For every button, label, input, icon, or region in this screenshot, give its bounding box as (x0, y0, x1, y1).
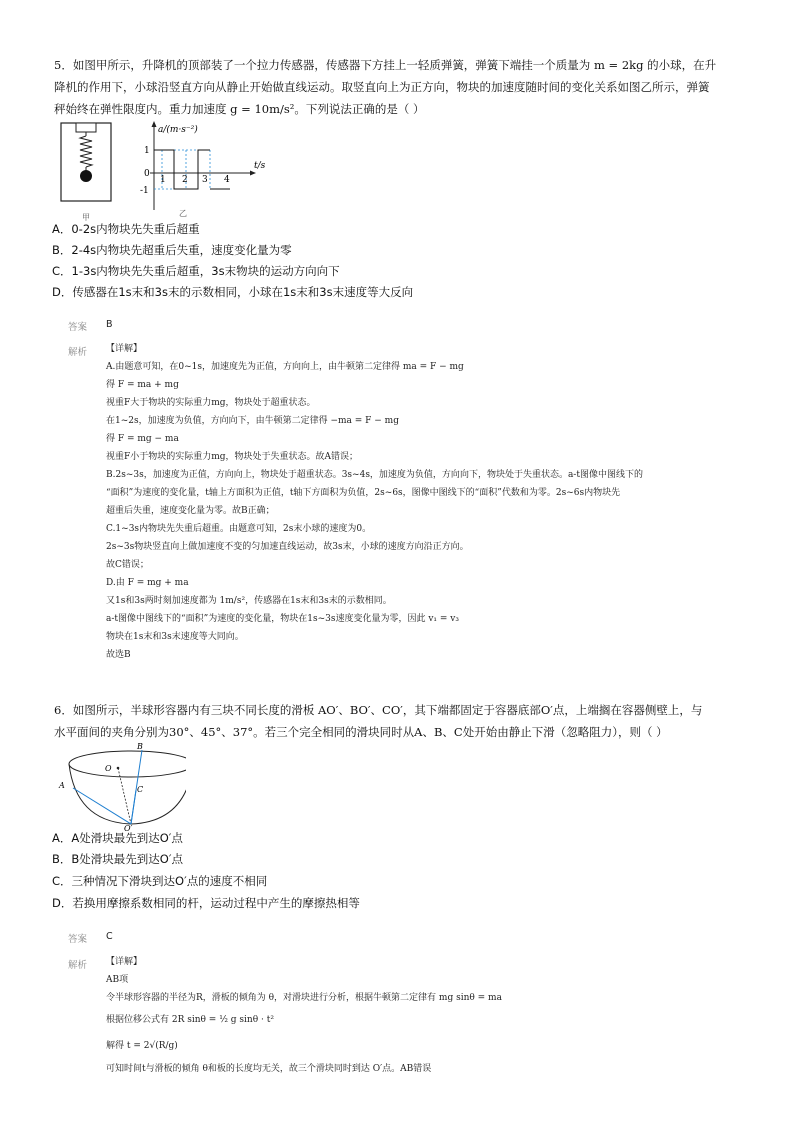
q6-option-c[interactable]: C．三种情况下滑块到达O′点的速度不相同 (52, 874, 268, 888)
q6-solution-line: 【详解】 (106, 957, 143, 967)
q6-answer-label: 答案 (68, 934, 88, 945)
q6-option-a[interactable]: A．A处滑块最先到达O′点 (52, 831, 183, 845)
q5-solution-line: 【详解】 (106, 344, 143, 354)
ball (80, 170, 92, 182)
point-o-label: O (105, 764, 112, 773)
a-axis-label: a/(m·s⁻²) (158, 125, 198, 135)
q5-solution-line: 又1s和3s两时刻加速度都为 1m/s²，传感器在1s末和3s末的示数相同。 (106, 596, 392, 606)
container-rim (69, 751, 186, 777)
tick-x-1: 1 (160, 175, 166, 185)
q6-solution-line: 令半球形容器的半径为R，滑板的倾角为 θ，对滑块进行分析，根据牛顿第二定律有 mg sinθ = ma (106, 993, 502, 1003)
q5-option-a[interactable]: A．0-2s内物块先失重后超重 (52, 222, 200, 236)
q5-figure-yi-graph (140, 118, 270, 216)
q6-stem-line-1: 6．如图所示，半球形容器内有三块不同长度的滑板 AO′、BO′、CO′，其下端都固定于容器底部O′点，上端搁在容器侧壁上，与 (54, 703, 703, 717)
q5-figure-jia-label: 甲 (82, 213, 90, 222)
q5-option-c[interactable]: C．1-3s内物块先失重后超重，3s末物块的运动方向向下 (52, 264, 340, 278)
board-co (131, 790, 136, 824)
q5-solution-line: D.由 F = mg + ma (106, 578, 189, 588)
q6-option-d[interactable]: D．若换用摩擦系数相同的杆，运动过程中产生的摩擦热相等 (52, 896, 360, 910)
q5-stem-line-3: 秤始终在弹性限度内。重力加速度 g = 10m/s²。下列说法正确的是（ ） (54, 102, 425, 116)
q6-solution-line: AB项 (106, 975, 129, 985)
q5-solution-line: 超重后失重，速度变化量为零。故B正确； (106, 506, 275, 516)
q5-stem-line-1: 5．如图甲所示，升降机的顶部装了一个拉力传感器，传感器下方挂上一轻质弹簧，弹簧下端挂一个质量为 m = 2kg 的小球，在升 (54, 58, 717, 72)
tick-y-0: 0 (144, 169, 150, 179)
t-axis-label: t/s (254, 161, 266, 171)
q5-solution-line: B.2s~3s，加速度为正值，方向向上，物块处于超重状态。3s~4s，加速度为负值，方向向下，物块处于失重状态。a-t图像中图线下的 (106, 470, 643, 480)
q5-solution-line: 视重F小于物块的实际重力mg，物块处于失重状态。故A错误； (106, 452, 359, 462)
center-o (117, 767, 120, 770)
q6-answer: C (106, 931, 113, 942)
q6-analysis-label: 解析 (68, 960, 88, 971)
q5-figure-jia (58, 120, 128, 218)
q5-stem-line-2: 降机的作用下，小球沿竖直方向从静止开始做直线运动。取竖直向上为正方向，物块的加速度随时间的变化关系如图乙所示，弹簧 (54, 80, 710, 94)
q5-answer-label: 答案 (68, 322, 88, 333)
q6-solution-line: 根据位移公式有 2R sinθ = ½ g sinθ · t² (106, 1015, 274, 1025)
q5-solution-line: 故C错误； (106, 560, 149, 570)
q5-solution-line: 得 F = mg − ma (106, 434, 179, 444)
q5-option-b[interactable]: B．2-4s内物块先超重后失重，速度变化量为零 (52, 243, 292, 257)
q5-solution-line: 得 F = ma + mg (106, 380, 179, 390)
q5-solution-line: 在1~2s，加速度为负值，方向向下，由牛顿第二定律得 −ma = F − mg (106, 416, 399, 426)
q5-solution-line: C.1~3s内物块先失重后超重。由题意可知，2s末小球的速度为0。 (106, 524, 372, 534)
tension-sensor (76, 123, 96, 132)
q5-solution-line: 视重F大于物块的实际重力mg，物块处于超重状态。 (106, 398, 316, 408)
q5-solution-line: 2s~3s物块竖直向上做加速度不变的匀加速直线运动，故3s末，小球的速度方向沿正方向。 (106, 542, 469, 552)
q5-solution-line: A.由题意可知，在0~1s，加速度先为正值，方向向上，由牛顿第二定律得 ma = F − mg (106, 362, 464, 372)
q5-solution-line: “面积”为速度的变化量，t轴上方面积为正值，t轴下方面积为负值，2s~6s，图像中图线下的“面积”代数和为零。2s~6s内物块先 (106, 488, 621, 498)
q5-solution-line: a-t图像中图线下的“面积”为速度的变化量，物块在1s~3s速度变化量为零，因此 v₁ = v₃ (106, 614, 459, 624)
point-o-prime-label: O′ (124, 824, 133, 832)
q5-option-d[interactable]: D．传感器在1s末和3s末的示数相同，小球在1s末和3s末速度等大反向 (52, 285, 414, 299)
q6-figure-hemisphere (56, 740, 186, 832)
tick-x-3: 3 (202, 175, 208, 185)
tick-x-2: 2 (182, 175, 188, 185)
tick-x-4: 4 (224, 175, 230, 185)
q5-answer: B (106, 319, 113, 330)
q6-solution-line: 可知时间t与滑板的倾角 θ和板的长度均无关，故三个滑块同时到达 O′点。AB错误 (106, 1064, 432, 1074)
q5-analysis-label: 解析 (68, 347, 88, 358)
point-a-label: A (59, 781, 65, 790)
q5-solution-line: 物块在1s末和3s末速度等大同向。 (106, 632, 244, 642)
spring (80, 136, 92, 167)
q6-option-b[interactable]: B．B处滑块最先到达O′点 (52, 852, 183, 866)
q6-stem-line-2: 水平面间的夹角分别为30°、45°、37°。若三个完全相同的滑块同时从A、B、C处开始由静止下滑（忽略阻力），则（ ） (54, 725, 668, 739)
q5-solution-line: 故选B (106, 650, 131, 660)
q6-solution-line: 解得 t = 2√(R/g) (106, 1041, 178, 1051)
tick-y-1: 1 (144, 146, 150, 156)
point-b-label: B (137, 742, 143, 751)
board-ao (73, 788, 131, 824)
tick-y-minus1: -1 (140, 186, 149, 196)
point-c-label: C (137, 785, 144, 794)
q5-figure-yi-label: 乙 (179, 209, 187, 218)
